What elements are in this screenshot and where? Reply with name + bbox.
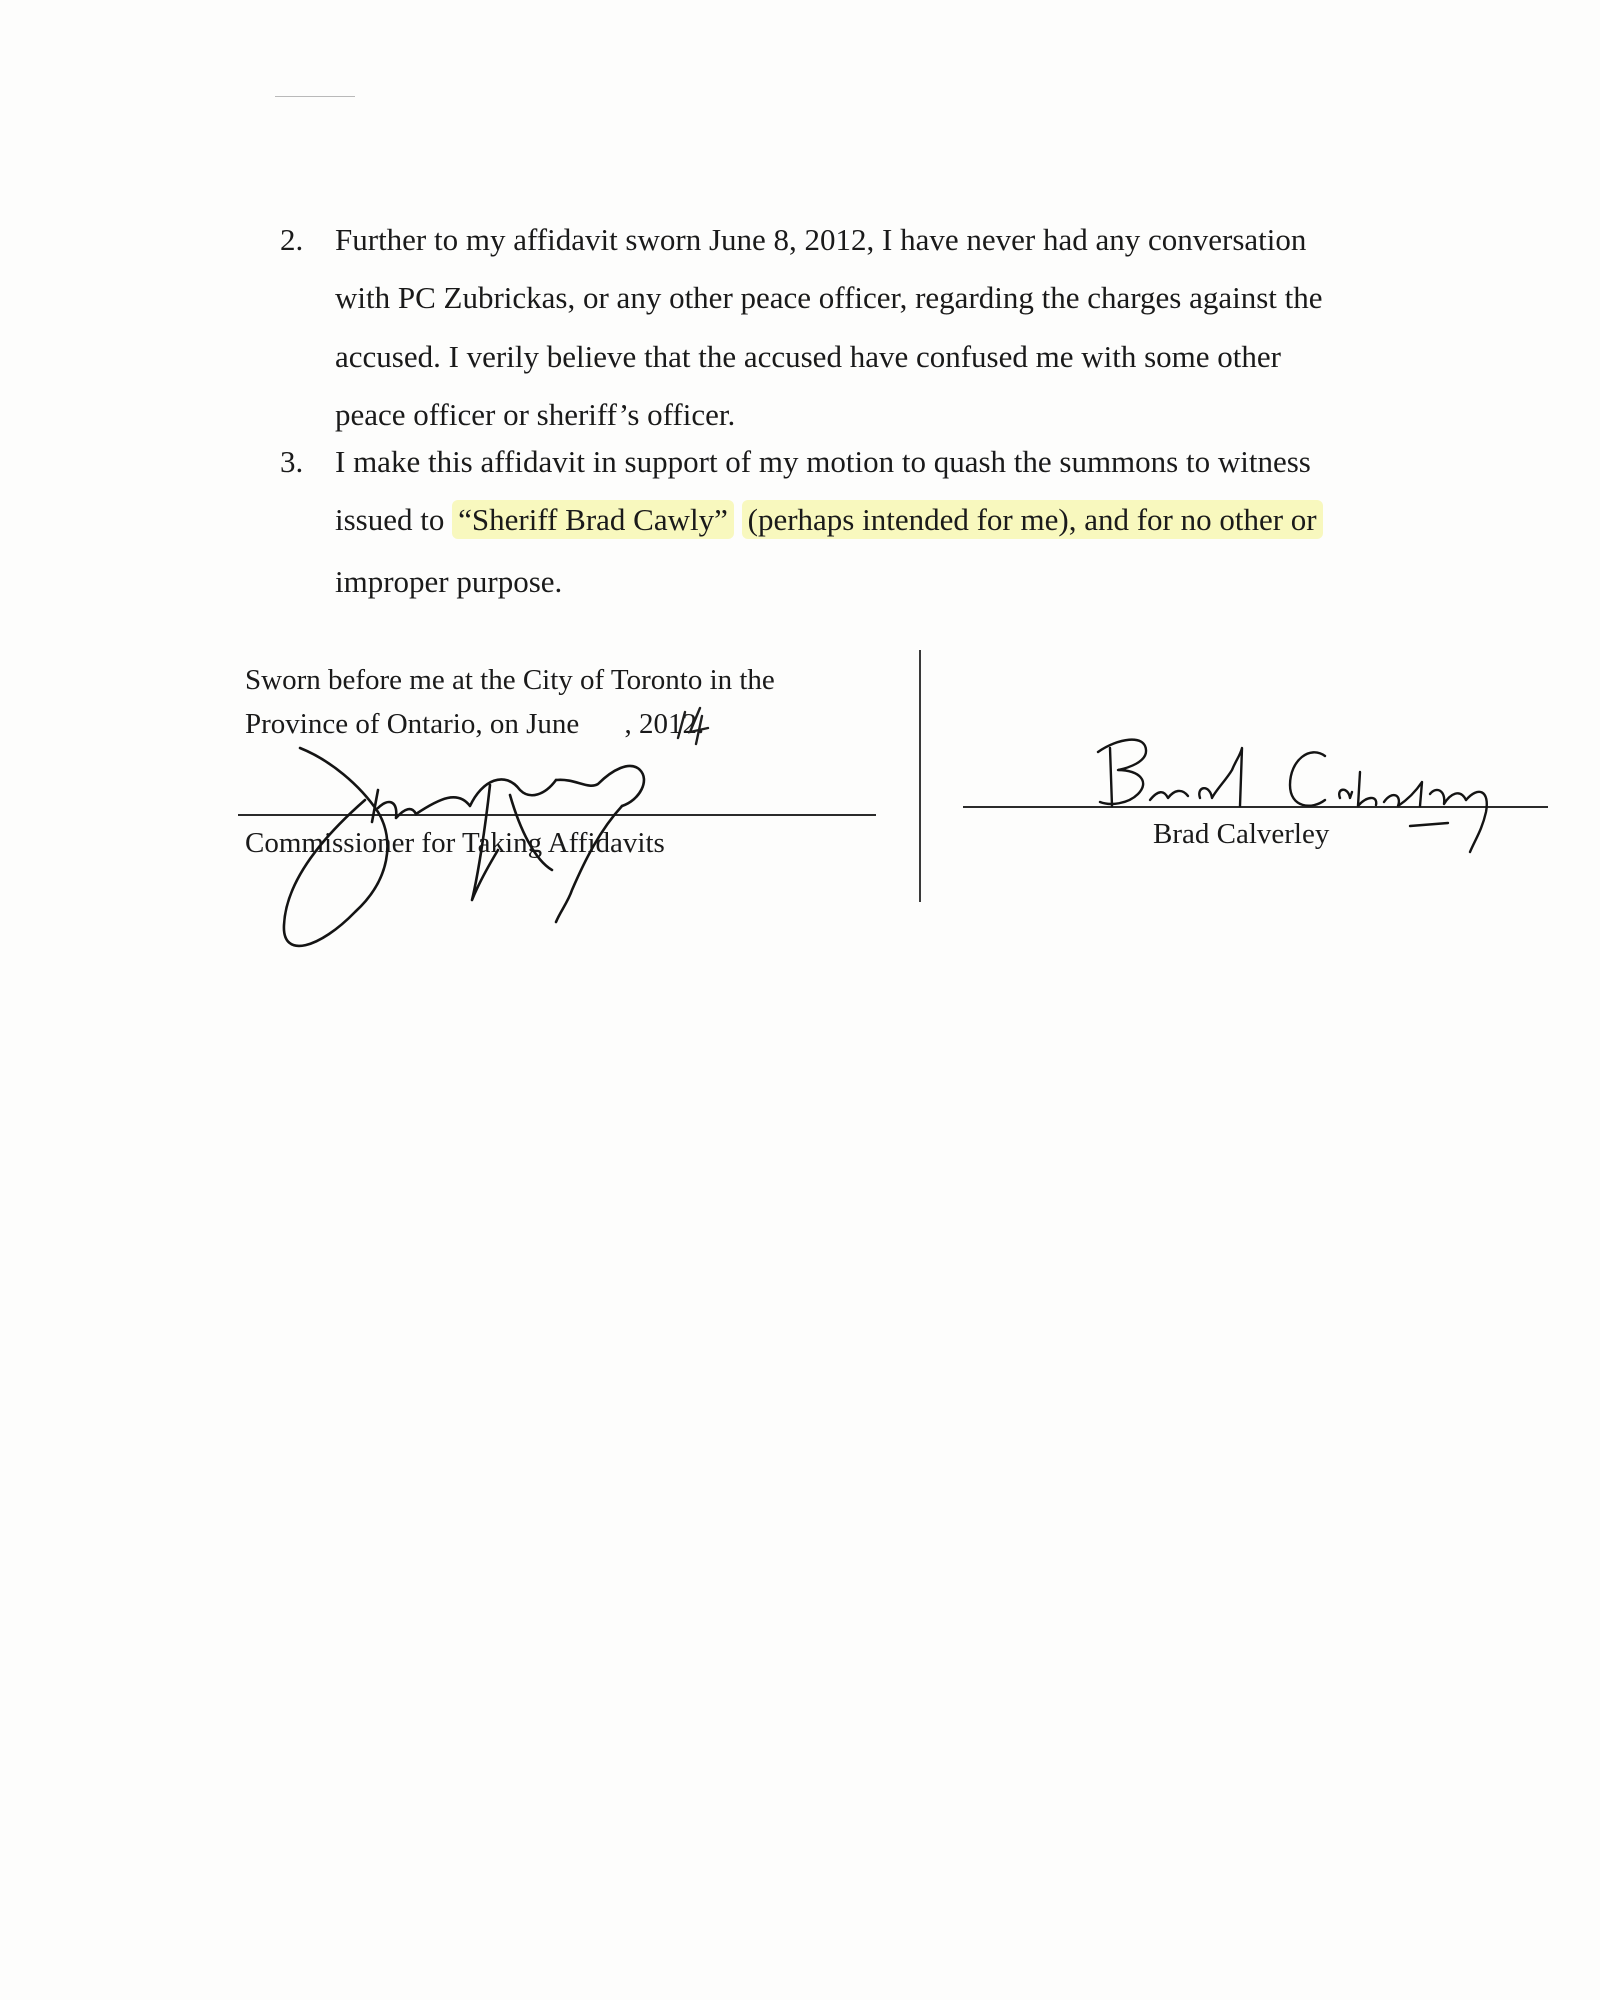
paragraph-text: issued to: [335, 502, 453, 537]
paragraph-line: accused. I verily believe that the accused have confused me with some other: [335, 339, 1281, 374]
deponent-caption: Brad Calverley: [1153, 818, 1330, 850]
deponent-signature-mark: [1098, 740, 1487, 852]
jurat-text: , 2012.: [624, 708, 705, 740]
jurat-line: Sworn before me at the City of Toronto in the: [245, 664, 775, 696]
paragraph-number: 2.: [280, 222, 304, 257]
commissioner-caption: Commissioner for Taking Affidavits: [245, 827, 665, 859]
highlighted-text: “Sheriff Brad Cawly”: [452, 500, 734, 539]
commissioner-signature-mark: [284, 748, 644, 946]
paragraph-line: improper purpose.: [335, 564, 563, 599]
paragraph-line: peace officer or sheriff’s officer.: [335, 397, 736, 432]
paragraph-line: with PC Zubrickas, or any other peace officer, regarding the charges against the: [335, 280, 1323, 315]
paragraph-line: I make this affidavit in support of my motion to quash the summons to witness: [335, 444, 1311, 479]
highlighted-text: (perhaps intended for me), and for no other or: [742, 500, 1323, 539]
handwritten-day-mark: [678, 708, 708, 744]
jurat-text: Province of Ontario, on June: [245, 708, 587, 740]
paragraph-line: Further to my affidavit sworn June 8, 2012, I have never had any conversation: [335, 222, 1307, 257]
paragraph-number: 3.: [280, 444, 304, 479]
